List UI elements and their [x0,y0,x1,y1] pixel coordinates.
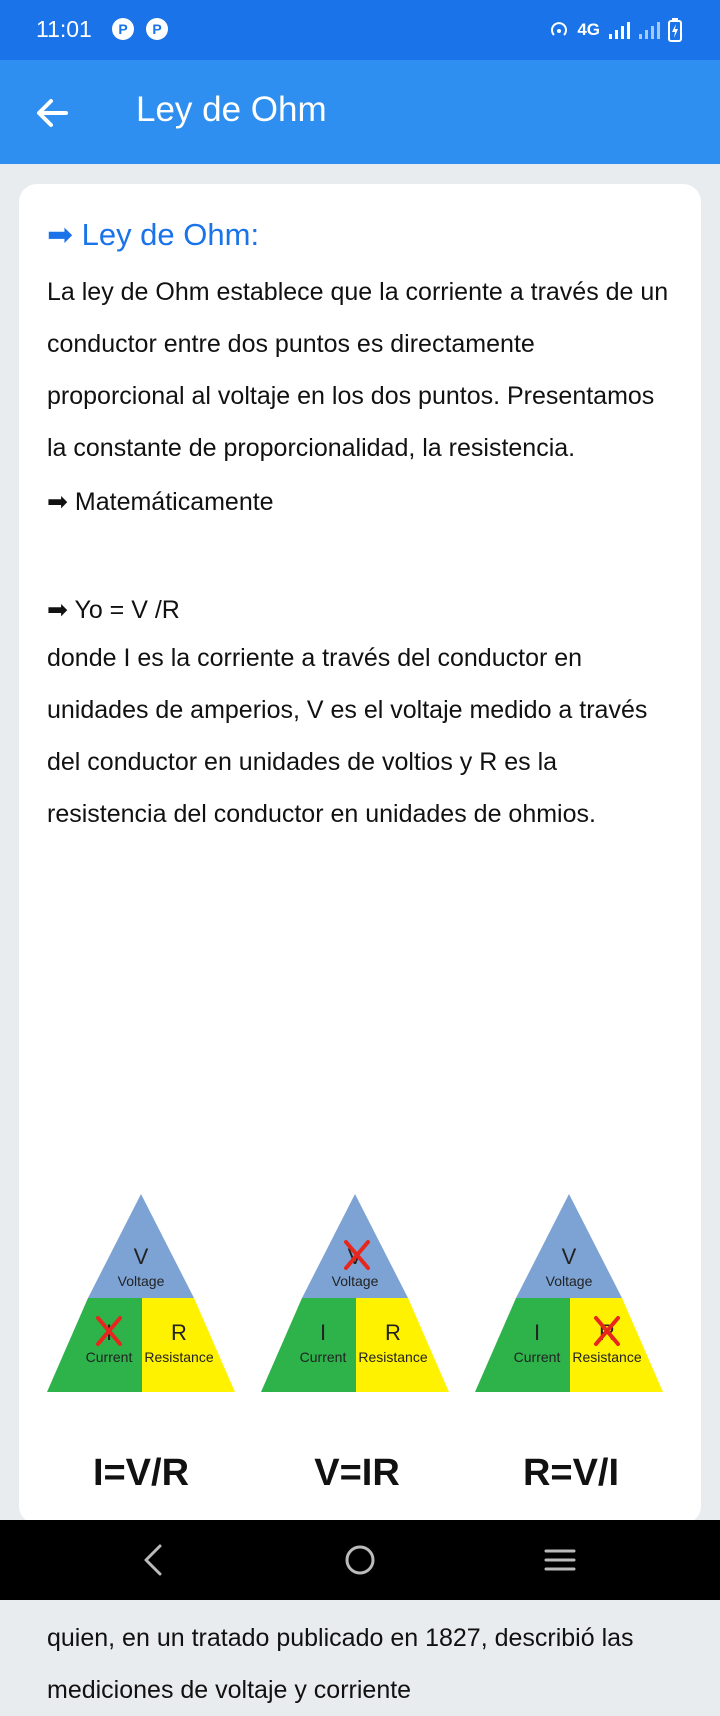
formula-resistance: R=V/I [522,1452,620,1494]
voltage-letter: V [561,1244,577,1269]
network-type: 4G [577,20,600,39]
system-nav-bar [0,1520,720,1600]
current-section [47,1298,142,1392]
current-label: Current [513,1349,561,1365]
history-paragraph: quien, en un tratado publicado en 1827, describió las mediciones de voltaje y corriente [47,1624,634,1704]
voltage-letter: V [133,1244,149,1269]
current-section [475,1298,570,1392]
ohm-triangle-resistance [475,1194,663,1392]
formula-voltage: V=IR [314,1452,400,1494]
nav-recents-icon[interactable] [540,1540,580,1580]
current-letter: I [533,1320,541,1345]
formula-current: I=V/R [92,1452,190,1494]
hotspot-icon [549,20,569,40]
resistance-section [142,1298,235,1392]
math-label: ➡ Matemáticamente [47,488,274,516]
voltage-label: Voltage [545,1273,593,1289]
ohm-triangle-current [47,1194,235,1392]
current-label: Current [299,1349,347,1365]
ohm-triangles-diagram [47,1194,687,1414]
resistance-letter: R [171,1320,187,1345]
signal-icon [638,20,660,40]
page-title: Ley de Ohm [136,90,327,129]
formula-row [47,1452,687,1522]
status-bar [0,0,720,60]
voltage-letter: V [347,1244,363,1269]
current-label: Current [85,1349,133,1365]
resistance-label: Resistance [144,1349,214,1365]
battery-icon [668,18,682,42]
resistance-letter: R [385,1320,401,1345]
resistance-letter: R [599,1320,615,1345]
definition-paragraph: donde I es la corriente a través del conductor en unidades de amperios, V es el voltaje medido a través del conductor en unidades de voltios y R es la resistencia del conductor en unidades de ohmios. [47,644,648,828]
current-letter: I [319,1320,327,1345]
notification-icon: P [112,18,134,40]
intro-paragraph: La ley de Ohm establece que la corriente a través de un conductor entre dos puntos es directamente proporcional al voltaje en los dos puntos. Presentamos la constante de proporcionalidad, la resistencia. [47,278,669,462]
nav-home-icon[interactable] [340,1540,380,1580]
formula-line: ➡ Yo = V /R [47,596,180,624]
voltage-label: Voltage [117,1273,165,1289]
arrow-back-icon[interactable] [30,90,76,136]
status-indicators [549,18,682,42]
current-section [261,1298,356,1392]
resistance-label: Resistance [572,1349,642,1365]
current-letter: I [105,1320,113,1345]
content-card [19,184,701,1704]
ohm-triangle-voltage [261,1194,449,1392]
resistance-section [356,1298,449,1392]
app-bar [0,60,720,164]
voltage-label: Voltage [331,1273,379,1289]
signal-icon [608,20,630,40]
nav-back-icon[interactable] [134,1540,174,1580]
article [47,212,677,840]
resistance-label: Resistance [358,1349,428,1365]
notification-icon: P [146,18,168,40]
section-heading: ➡ Ley de Ohm: [47,217,260,252]
status-time: 11:01 [36,16,92,42]
